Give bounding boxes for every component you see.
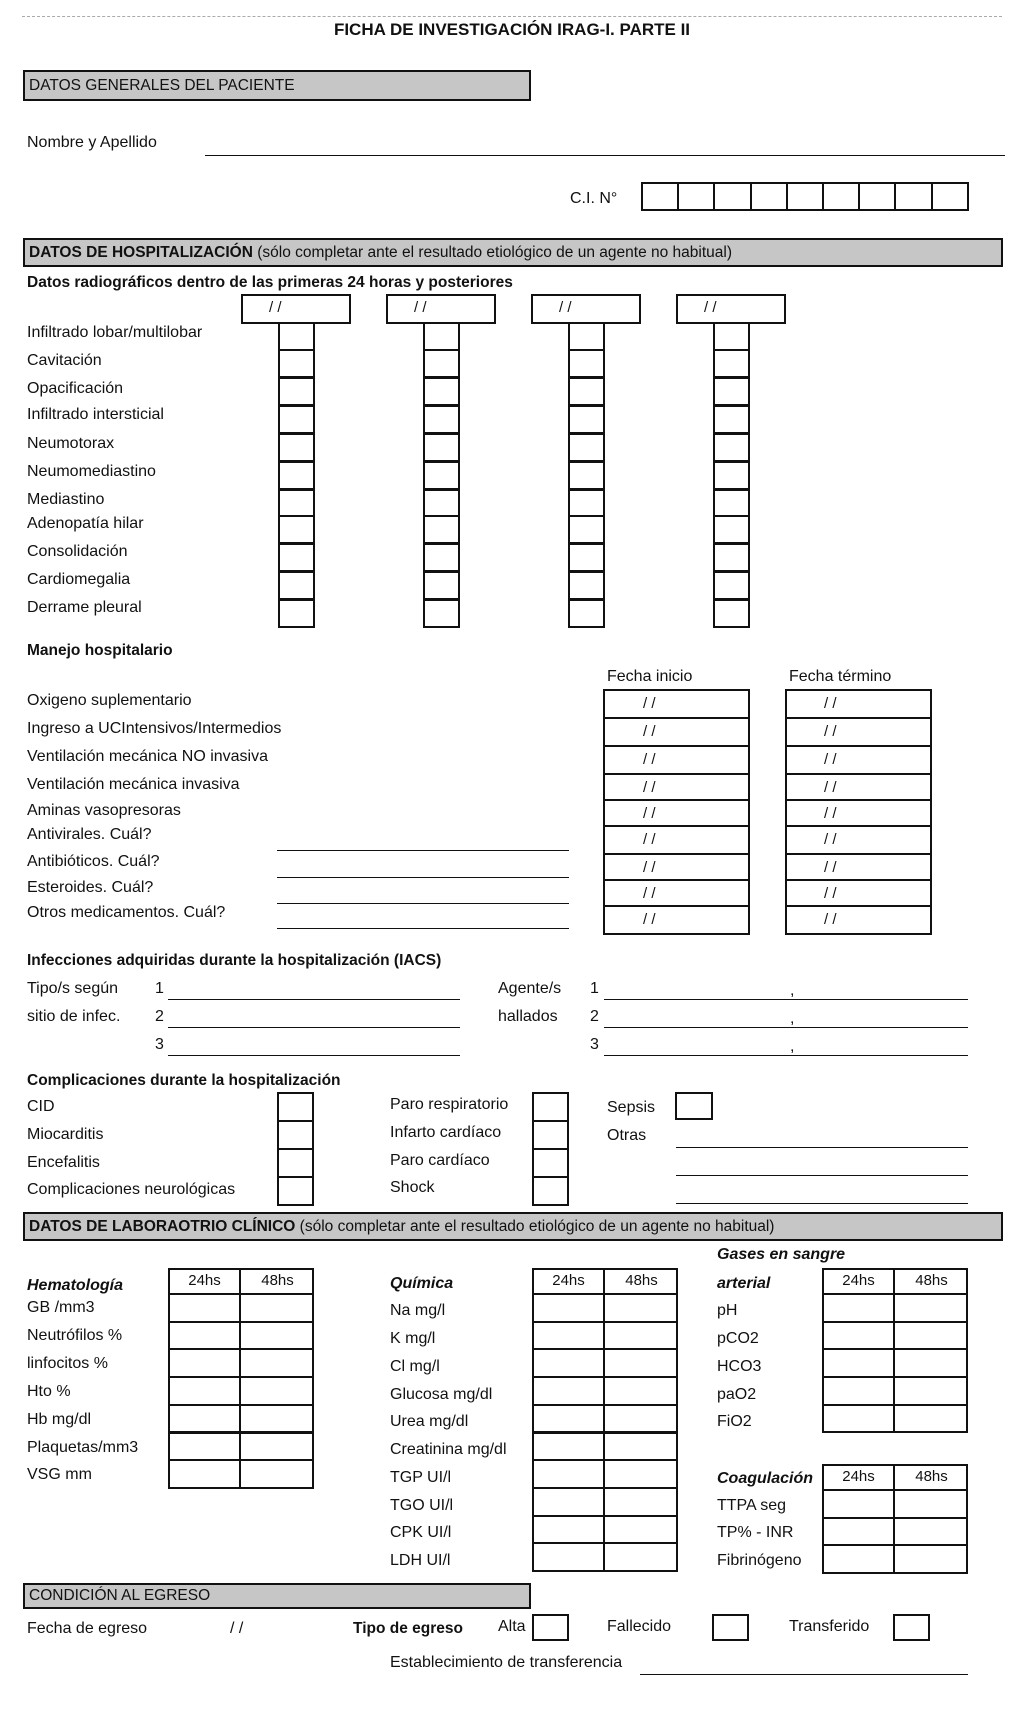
- coagulacion-item-label: Fibrinógeno: [717, 1552, 802, 1569]
- establecimiento-label: Establecimiento de transferencia: [390, 1654, 623, 1671]
- manejo-item-label: Ventilación mecánica NO invasiva: [27, 748, 269, 765]
- hematologia-item-label: GB /mm3: [27, 1299, 95, 1316]
- radiografia-checkbox[interactable]: [423, 515, 460, 544]
- coagulacion-cell-24[interactable]: [822, 1517, 895, 1547]
- fecha-termino-field[interactable]: [785, 905, 932, 935]
- fecha-inicio-mark: / /: [643, 723, 656, 740]
- radiografia-checkbox[interactable]: [423, 543, 460, 572]
- radiografia-item-label: Cavitación: [27, 352, 102, 369]
- gases-cell-48[interactable]: [893, 1293, 968, 1323]
- radiografia-item-label: Neumomediastino: [27, 463, 156, 480]
- coagulacion-cell-48[interactable]: [893, 1489, 968, 1519]
- complicacion-checkbox[interactable]: [532, 1092, 569, 1122]
- gases-title-1: Gases en sangre: [717, 1246, 846, 1263]
- radiografia-checkbox[interactable]: [423, 377, 460, 406]
- hematologia-item-label: VSG mm: [27, 1466, 92, 1483]
- manejo-item-label: Aminas vasopresoras: [27, 802, 181, 819]
- nombre-field[interactable]: [205, 155, 1005, 156]
- quimica-cell-48[interactable]: [603, 1542, 678, 1572]
- fecha-inicio-mark: / /: [643, 695, 656, 712]
- hematologia-cell-24[interactable]: [168, 1376, 241, 1406]
- iacs-title: Infecciones adquiridas durante la hospitalización (IACS): [27, 952, 442, 969]
- gases-cell-48[interactable]: [893, 1321, 968, 1351]
- hematologia-item-label: Hb mg/dl: [27, 1411, 92, 1428]
- establecimiento-field[interactable]: [640, 1674, 968, 1675]
- section-header-hospitalizacion: [23, 238, 1003, 267]
- radiografia-checkbox[interactable]: [423, 489, 460, 518]
- agente-comma: ,: [790, 1010, 795, 1027]
- complicacion-label: Infarto cardíaco: [390, 1124, 502, 1141]
- quimica-col-24: 24hs: [552, 1272, 585, 1289]
- fecha-inicio-field[interactable]: [603, 799, 750, 827]
- agente-number: 1: [590, 980, 599, 997]
- radiografia-checkbox[interactable]: [713, 322, 750, 351]
- quimica-cell-24[interactable]: [532, 1459, 605, 1489]
- radiografia-date-mark: / /: [704, 299, 717, 316]
- radiografia-checkbox[interactable]: [713, 599, 750, 628]
- gases-cell-24[interactable]: [822, 1376, 895, 1406]
- agente-number: 3: [590, 1036, 599, 1053]
- quimica-item-label: Glucosa mg/dl: [390, 1386, 493, 1403]
- fecha-termino-label: Fecha término: [789, 668, 892, 685]
- complicacion-label: CID: [27, 1098, 55, 1115]
- complicacion-label: Paro cardíaco: [390, 1152, 490, 1169]
- radiografia-date-mark: / /: [269, 299, 282, 316]
- radiografia-checkbox[interactable]: [713, 489, 750, 518]
- fecha-termino-field[interactable]: [785, 773, 932, 801]
- tipo-field[interactable]: [168, 999, 460, 1000]
- hematologia-cell-48[interactable]: [239, 1321, 314, 1351]
- radiografia-date-box[interactable]: [676, 294, 786, 324]
- radiografia-checkbox[interactable]: [713, 571, 750, 600]
- otras-line-1[interactable]: [676, 1147, 968, 1148]
- manejo-item-label: Otros medicamentos. Cuál?: [27, 904, 226, 921]
- ci-box-divider: [822, 182, 824, 211]
- radiografia-item-label: Opacificación: [27, 380, 124, 397]
- fecha-termino-mark: / /: [824, 831, 837, 848]
- radiografia-checkbox[interactable]: [278, 543, 315, 572]
- fallecido-label: Fallecido: [607, 1618, 672, 1635]
- radiografia-checkbox[interactable]: [278, 515, 315, 544]
- hematologia-title: Hematología: [27, 1277, 124, 1294]
- coagulacion-col-48: 48hs: [915, 1468, 948, 1485]
- hematologia-item-label: Plaquetas/mm3: [27, 1439, 139, 1456]
- fecha-termino-mark: / /: [824, 751, 837, 768]
- agente-comma: ,: [790, 1038, 795, 1055]
- radiografia-checkbox[interactable]: [423, 322, 460, 351]
- gases-cell-48[interactable]: [893, 1404, 968, 1434]
- manejo-item-label: Antibióticos. Cuál?: [27, 853, 160, 870]
- quimica-cell-24[interactable]: [532, 1515, 605, 1545]
- section-header-laboratorio: [23, 1212, 1003, 1241]
- quimica-cell-24[interactable]: [532, 1487, 605, 1517]
- hematologia-cell-24[interactable]: [168, 1348, 241, 1378]
- medicamento-cual-field[interactable]: [277, 903, 569, 904]
- fecha-inicio-mark: / /: [643, 885, 656, 902]
- quimica-cell-24[interactable]: [532, 1432, 605, 1462]
- tipo-label-1: Tipo/s según: [27, 980, 119, 997]
- radiografia-checkbox[interactable]: [278, 599, 315, 628]
- quimica-cell-48[interactable]: [603, 1459, 678, 1489]
- top-dashed-rule: [22, 16, 1002, 17]
- coagulacion-item-label: TP% - INR: [717, 1524, 794, 1541]
- radiografia-item-label: Mediastino: [27, 491, 105, 508]
- gases-item-label: HCO3: [717, 1358, 762, 1375]
- manejo-item-label: Oxigeno suplementario: [27, 692, 192, 709]
- complicacion-checkbox[interactable]: [532, 1120, 569, 1150]
- radiografia-checkbox[interactable]: [713, 377, 750, 406]
- gases-cell-48[interactable]: [893, 1376, 968, 1406]
- ci-box-divider: [677, 182, 679, 211]
- radiografia-checkbox[interactable]: [568, 571, 605, 600]
- quimica-item-label: K mg/l: [390, 1330, 436, 1347]
- gases-item-label: FiO2: [717, 1413, 752, 1430]
- page-title: FICHA DE INVESTIGACIÓN IRAG-I. PARTE II: [333, 20, 691, 39]
- radiografia-checkbox[interactable]: [568, 489, 605, 518]
- radiografia-checkbox[interactable]: [423, 571, 460, 600]
- agente-field[interactable]: [604, 999, 968, 1000]
- coagulacion-cell-24[interactable]: [822, 1489, 895, 1519]
- hematologia-cell-48[interactable]: [239, 1376, 314, 1406]
- radiografia-date-box[interactable]: [531, 294, 641, 324]
- quimica-item-label: CPK UI/l: [390, 1524, 452, 1541]
- radiografia-checkbox[interactable]: [423, 599, 460, 628]
- radiografia-checkbox[interactable]: [568, 349, 605, 378]
- agente-field[interactable]: [604, 1027, 968, 1028]
- hematologia-cell-48[interactable]: [239, 1459, 314, 1489]
- radiografia-checkbox[interactable]: [568, 405, 605, 434]
- radiografia-item-label: Adenopatía hilar: [27, 515, 144, 532]
- quimica-cell-24[interactable]: [532, 1321, 605, 1351]
- fecha-inicio-field[interactable]: [603, 879, 750, 907]
- quimica-cell-48[interactable]: [603, 1487, 678, 1517]
- radiografia-checkbox[interactable]: [568, 461, 605, 490]
- radiografia-checkbox[interactable]: [278, 349, 315, 378]
- complicacion-checkbox[interactable]: [277, 1176, 314, 1206]
- laboratorio-header-title: DATOS DE LABORAOTRIO CLÍNICO: [29, 1218, 296, 1235]
- radiografia-checkbox[interactable]: [423, 405, 460, 434]
- complicacion-label: Encefalitis: [27, 1154, 100, 1171]
- gases-cell-48[interactable]: [893, 1348, 968, 1378]
- fecha-inicio-mark: / /: [643, 831, 656, 848]
- agente-label-2: hallados: [498, 1008, 558, 1025]
- transferido-label: Transferido: [789, 1618, 870, 1635]
- coagulacion-title: Coagulación: [717, 1470, 814, 1487]
- radiografia-date-box[interactable]: [241, 294, 351, 324]
- radiografia-checkbox[interactable]: [568, 377, 605, 406]
- quimica-item-label: Cl mg/l: [390, 1358, 440, 1375]
- coagulacion-cell-48[interactable]: [893, 1517, 968, 1547]
- radiografia-checkbox[interactable]: [278, 461, 315, 490]
- otras-line-2[interactable]: [676, 1175, 968, 1176]
- hematologia-cell-48[interactable]: [239, 1432, 314, 1462]
- tipo-field[interactable]: [168, 1055, 460, 1056]
- radiografia-checkbox[interactable]: [278, 571, 315, 600]
- radiografia-checkbox[interactable]: [423, 433, 460, 462]
- manejo-item-label: Esteroides. Cuál?: [27, 879, 154, 896]
- tipo-field[interactable]: [168, 1027, 460, 1028]
- hospitalizacion-header-title: DATOS DE HOSPITALIZACIÓN: [29, 244, 253, 261]
- fecha-termino-field[interactable]: [785, 689, 932, 719]
- radiografia-checkbox[interactable]: [713, 405, 750, 434]
- fecha-termino-field[interactable]: [785, 799, 932, 827]
- fecha-inicio-mark: / /: [643, 911, 656, 928]
- manejo-item-label: Antivirales. Cuál?: [27, 826, 152, 843]
- ci-box-divider: [713, 182, 715, 211]
- radiografia-date-box[interactable]: [386, 294, 496, 324]
- fecha-termino-field[interactable]: [785, 879, 932, 907]
- fecha-termino-field[interactable]: [785, 825, 932, 855]
- agente-label-1: Agente/s: [498, 980, 562, 997]
- radiografia-checkbox[interactable]: [713, 349, 750, 378]
- radiografia-item-label: Derrame pleural: [27, 599, 142, 616]
- radiografia-title: Datos radiográficos dentro de las primeras 24 horas y posteriores: [27, 274, 513, 291]
- radiografia-checkbox[interactable]: [568, 543, 605, 572]
- quimica-item-label: TGO UI/l: [390, 1497, 454, 1514]
- coagulacion-col-24: 24hs: [842, 1468, 875, 1485]
- nombre-label: Nombre y Apellido: [27, 134, 157, 151]
- hematologia-col-48: 48hs: [261, 1272, 294, 1289]
- fecha-termino-mark: / /: [824, 695, 837, 712]
- quimica-item-label: Na mg/l: [390, 1302, 446, 1319]
- complicacion-checkbox[interactable]: [532, 1148, 569, 1178]
- radiografia-checkbox[interactable]: [568, 322, 605, 351]
- gases-col-24: 24hs: [842, 1272, 875, 1289]
- quimica-cell-48[interactable]: [603, 1293, 678, 1323]
- radiografia-item-label: Consolidación: [27, 543, 128, 560]
- quimica-cell-24[interactable]: [532, 1348, 605, 1378]
- fecha-termino-field[interactable]: [785, 745, 932, 775]
- fecha-inicio-field[interactable]: [603, 689, 750, 719]
- sepsis-checkbox[interactable]: [675, 1092, 713, 1120]
- quimica-title: Química: [390, 1275, 454, 1292]
- quimica-item-label: LDH UI/l: [390, 1552, 451, 1569]
- hospitalizacion-header-note: (sólo completar ante el resultado etiológico de un agente no habitual): [252, 244, 732, 261]
- quimica-cell-48[interactable]: [603, 1348, 678, 1378]
- radiografia-checkbox[interactable]: [278, 405, 315, 434]
- tipo-label-2: sitio de infec.: [27, 1008, 121, 1025]
- gases-col-48: 48hs: [915, 1272, 948, 1289]
- fecha-inicio-mark: / /: [643, 779, 656, 796]
- radiografia-checkbox[interactable]: [423, 349, 460, 378]
- fecha-inicio-mark: / /: [643, 805, 656, 822]
- ci-box-divider: [858, 182, 860, 211]
- complicacion-checkbox[interactable]: [277, 1092, 314, 1122]
- radiografia-item-label: Infiltrado intersticial: [27, 406, 164, 423]
- complicacion-checkbox[interactable]: [277, 1120, 314, 1150]
- hematologia-cell-24[interactable]: [168, 1459, 241, 1489]
- hematologia-cell-24[interactable]: [168, 1321, 241, 1351]
- alta-checkbox[interactable]: [532, 1614, 569, 1641]
- gases-cell-24[interactable]: [822, 1348, 895, 1378]
- sepsis-label: Sepsis: [607, 1099, 656, 1116]
- agente-comma: ,: [790, 982, 795, 999]
- fallecido-checkbox[interactable]: [712, 1614, 749, 1641]
- fecha-inicio-label: Fecha inicio: [607, 668, 693, 685]
- ci-label: C.I. N°: [570, 190, 618, 207]
- quimica-cell-48[interactable]: [603, 1376, 678, 1406]
- radiografia-checkbox[interactable]: [278, 377, 315, 406]
- fecha-inicio-field[interactable]: [603, 825, 750, 855]
- gases-item-label: pCO2: [717, 1330, 759, 1347]
- fecha-inicio-field[interactable]: [603, 745, 750, 775]
- radiografia-checkbox[interactable]: [713, 543, 750, 572]
- quimica-cell-24[interactable]: [532, 1542, 605, 1572]
- ci-box-divider: [750, 182, 752, 211]
- tipo-number: 3: [155, 1036, 164, 1053]
- radiografia-item-label: Neumotorax: [27, 435, 115, 452]
- hematologia-item-label: linfocitos %: [27, 1355, 108, 1372]
- otras-line-3[interactable]: [676, 1203, 968, 1204]
- fecha-termino-mark: / /: [824, 805, 837, 822]
- hematologia-cell-24[interactable]: [168, 1404, 241, 1434]
- ci-box-frame: [641, 182, 969, 211]
- radiografia-checkbox[interactable]: [278, 322, 315, 351]
- hematologia-cell-48[interactable]: [239, 1293, 314, 1323]
- quimica-cell-48[interactable]: [603, 1432, 678, 1462]
- complicacion-label: Complicaciones neurológicas: [27, 1181, 236, 1198]
- hematologia-cell-48[interactable]: [239, 1404, 314, 1434]
- complicacion-label: Shock: [390, 1179, 435, 1196]
- hematologia-item-label: Hto %: [27, 1383, 71, 1400]
- section-header-datos-generales: DATOS GENERALES DEL PACIENTE: [23, 70, 531, 101]
- ci-box-divider: [894, 182, 896, 211]
- coagulacion-cell-24[interactable]: [822, 1544, 895, 1574]
- radiografia-checkbox[interactable]: [278, 433, 315, 462]
- section-header-egreso: CONDICIÓN AL EGRESO: [23, 1583, 531, 1609]
- fecha-egreso-field[interactable]: / /: [230, 1620, 244, 1637]
- gases-cell-24[interactable]: [822, 1293, 895, 1323]
- complicacion-label: Paro respiratorio: [390, 1096, 509, 1113]
- fecha-termino-mark: / /: [824, 779, 837, 796]
- quimica-item-label: Creatinina mg/dl: [390, 1441, 507, 1458]
- radiografia-checkbox[interactable]: [568, 599, 605, 628]
- radiografia-date-mark: / /: [559, 299, 572, 316]
- quimica-cell-24[interactable]: [532, 1293, 605, 1323]
- agente-number: 2: [590, 1008, 599, 1025]
- radiografia-checkbox[interactable]: [713, 433, 750, 462]
- alta-label: Alta: [498, 1618, 526, 1635]
- manejo-title: Manejo hospitalario: [27, 642, 173, 659]
- gases-item-label: pH: [717, 1302, 738, 1319]
- gases-title-2: arterial: [717, 1275, 771, 1292]
- radiografia-checkbox[interactable]: [568, 515, 605, 544]
- transferido-checkbox[interactable]: [893, 1614, 930, 1641]
- hematologia-item-label: Neutrófilos %: [27, 1327, 123, 1344]
- quimica-cell-48[interactable]: [603, 1404, 678, 1434]
- gases-item-label: paO2: [717, 1386, 757, 1403]
- fecha-inicio-mark: / /: [643, 751, 656, 768]
- fecha-egreso-label: Fecha de egreso: [27, 1620, 148, 1637]
- fecha-inicio-field[interactable]: [603, 905, 750, 935]
- fecha-termino-mark: / /: [824, 723, 837, 740]
- medicamento-cual-field[interactable]: [277, 928, 569, 929]
- ci-box-divider: [931, 182, 933, 211]
- coagulacion-item-label: TTPA seg: [717, 1497, 787, 1514]
- radiografia-checkbox[interactable]: [713, 515, 750, 544]
- fecha-inicio-field[interactable]: [603, 853, 750, 881]
- fecha-termino-mark: / /: [824, 911, 837, 928]
- quimica-item-label: TGP UI/l: [390, 1469, 452, 1486]
- hematologia-cell-24[interactable]: [168, 1432, 241, 1462]
- tipo-number: 2: [155, 1008, 164, 1025]
- radiografia-item-label: Cardiomegalia: [27, 571, 131, 588]
- hematologia-col-24: 24hs: [188, 1272, 221, 1289]
- radiografia-item-label: Infiltrado lobar/multilobar: [27, 324, 203, 341]
- quimica-cell-48[interactable]: [603, 1321, 678, 1351]
- quimica-col-48: 48hs: [625, 1272, 658, 1289]
- fecha-termino-mark: / /: [824, 885, 837, 902]
- complicacion-checkbox[interactable]: [532, 1176, 569, 1206]
- complicaciones-title: Complicaciones durante la hospitalización: [27, 1072, 341, 1089]
- radiografia-checkbox[interactable]: [568, 433, 605, 462]
- fecha-inicio-field[interactable]: [603, 773, 750, 801]
- fecha-termino-field[interactable]: [785, 853, 932, 881]
- gases-cell-24[interactable]: [822, 1404, 895, 1434]
- complicacion-checkbox[interactable]: [277, 1148, 314, 1178]
- agente-field[interactable]: [604, 1055, 968, 1056]
- tipo-number: 1: [155, 980, 164, 997]
- fecha-termino-field[interactable]: [785, 717, 932, 747]
- hematologia-cell-24[interactable]: [168, 1293, 241, 1323]
- otras-label: Otras: [607, 1127, 647, 1144]
- radiografia-checkbox[interactable]: [713, 461, 750, 490]
- complicacion-label: Miocarditis: [27, 1126, 104, 1143]
- hematologia-cell-48[interactable]: [239, 1348, 314, 1378]
- gases-cell-24[interactable]: [822, 1321, 895, 1351]
- manejo-item-label: Ingreso a UCIntensivos/Intermedios: [27, 720, 282, 737]
- manejo-item-label: Ventilación mecánica invasiva: [27, 776, 240, 793]
- radiografia-checkbox[interactable]: [423, 461, 460, 490]
- quimica-cell-24[interactable]: [532, 1376, 605, 1406]
- ci-box-divider: [786, 182, 788, 211]
- fecha-termino-mark: / /: [824, 859, 837, 876]
- quimica-cell-24[interactable]: [532, 1404, 605, 1434]
- coagulacion-cell-48[interactable]: [893, 1544, 968, 1574]
- fecha-inicio-mark: / /: [643, 859, 656, 876]
- medicamento-cual-field[interactable]: [277, 850, 569, 851]
- quimica-item-label: Urea mg/dl: [390, 1413, 469, 1430]
- radiografia-date-mark: / /: [414, 299, 427, 316]
- quimica-cell-48[interactable]: [603, 1515, 678, 1545]
- tipo-egreso-label: Tipo de egreso: [353, 1620, 463, 1637]
- laboratorio-header-note: (sólo completar ante el resultado etiológico de un agente no habitual): [295, 1218, 775, 1235]
- fecha-inicio-field[interactable]: [603, 717, 750, 747]
- radiografia-checkbox[interactable]: [278, 489, 315, 518]
- medicamento-cual-field[interactable]: [277, 877, 569, 878]
